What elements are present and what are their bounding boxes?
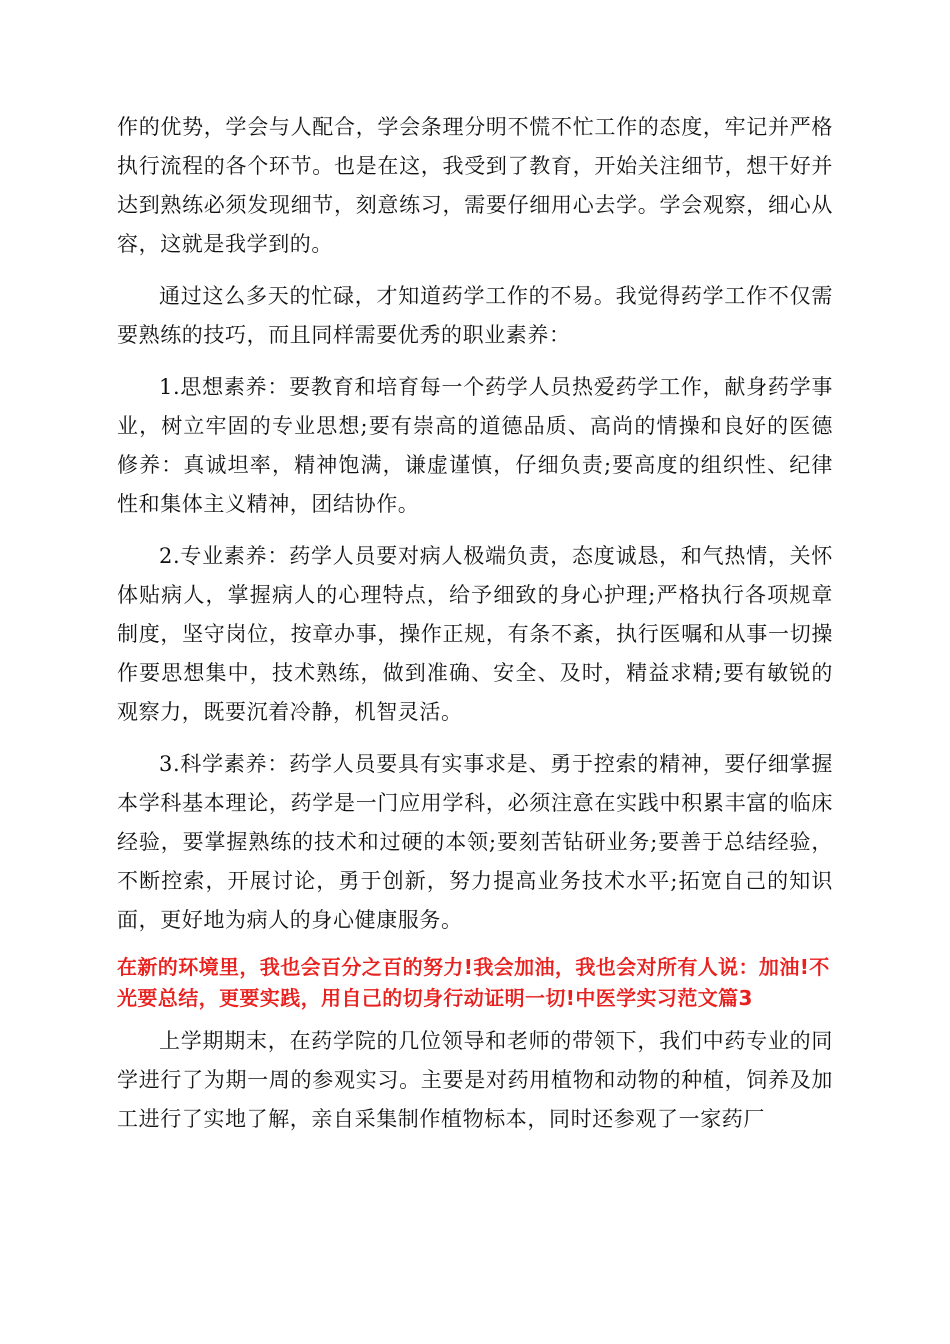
paragraph-scientific: 3.科学素养：药学人员要具有实事求是、勇于控索的精神，要仔细掌握本学科基本理论，药学是一门应用学科，必须注意在实践中积累丰富的临床经验，要掌握熟练的技术和过硬的本领;要刻苦钻研业务;要善于总结经验，不断控索，开展讨论，勇于创新，努力提高业务技术水平;拓宽自己的知识面，更好地为病人的身心健康服务。 — [117, 752, 833, 932]
document-body — [117, 108, 833, 1139]
paragraph-professional: 2.专业素养：药学人员要对病人极端负责，态度诚恳，和气热情，关怀体贴病人，掌握病人的心理特点，给予细致的身心护理;严格执行各项规章制度，坚守岗位，按章办事，操作正规，有条不紊，执行医嘱和从事一切操作要思想集中，技术熟练，做到准确、安全、及时，精益求精;要有敏锐的观察力，既要沉着冷静，机智灵活。 — [117, 544, 833, 724]
paragraph-ideological: 1.思想素养：要教育和培育每一个药学人员热爱药学工作，献身药学事业，树立牢固的专业思想;要有崇高的道德品质、高尚的情操和良好的医德修养：真诚坦率，精神饱满，谦虚谨慎，仔细负责;要高度的组织性、纪律性和集体主义精神，团结协作。 — [117, 375, 833, 516]
section-heading: 在新的环境里，我也会百分之百的努力!我会加油，我也会对所有人说：加油!不光要总结，更要实践，用自己的切身行动证明一切!中医学实习范文篇3 — [117, 955, 830, 1010]
paragraph-continuation: 作的优势，学会与人配合，学会条理分明不慌不忙工作的态度，牢记并严格执行流程的各个环节。也是在这，我受到了教育，开始关注细节，想干好并达到熟练必须发现细节，刻意练习，需要仔细用心去学。学会观察，细心从容，这就是我学到的。 — [117, 115, 833, 256]
paragraph-intro: 通过这么多天的忙碌，才知道药学工作的不易。我觉得药学工作不仅需要熟练的技巧，而且同样需要优秀的职业素养： — [117, 284, 833, 347]
paragraph-section-start: 上学期期末，在药学院的几位领导和老师的带领下，我们中药专业的同学进行了为期一周的参观实习。主要是对药用植物和动物的种植，饲养及加工进行了实地了解，亲自采集制作植物标本，同时还参观了一家药厂 — [117, 1029, 833, 1131]
